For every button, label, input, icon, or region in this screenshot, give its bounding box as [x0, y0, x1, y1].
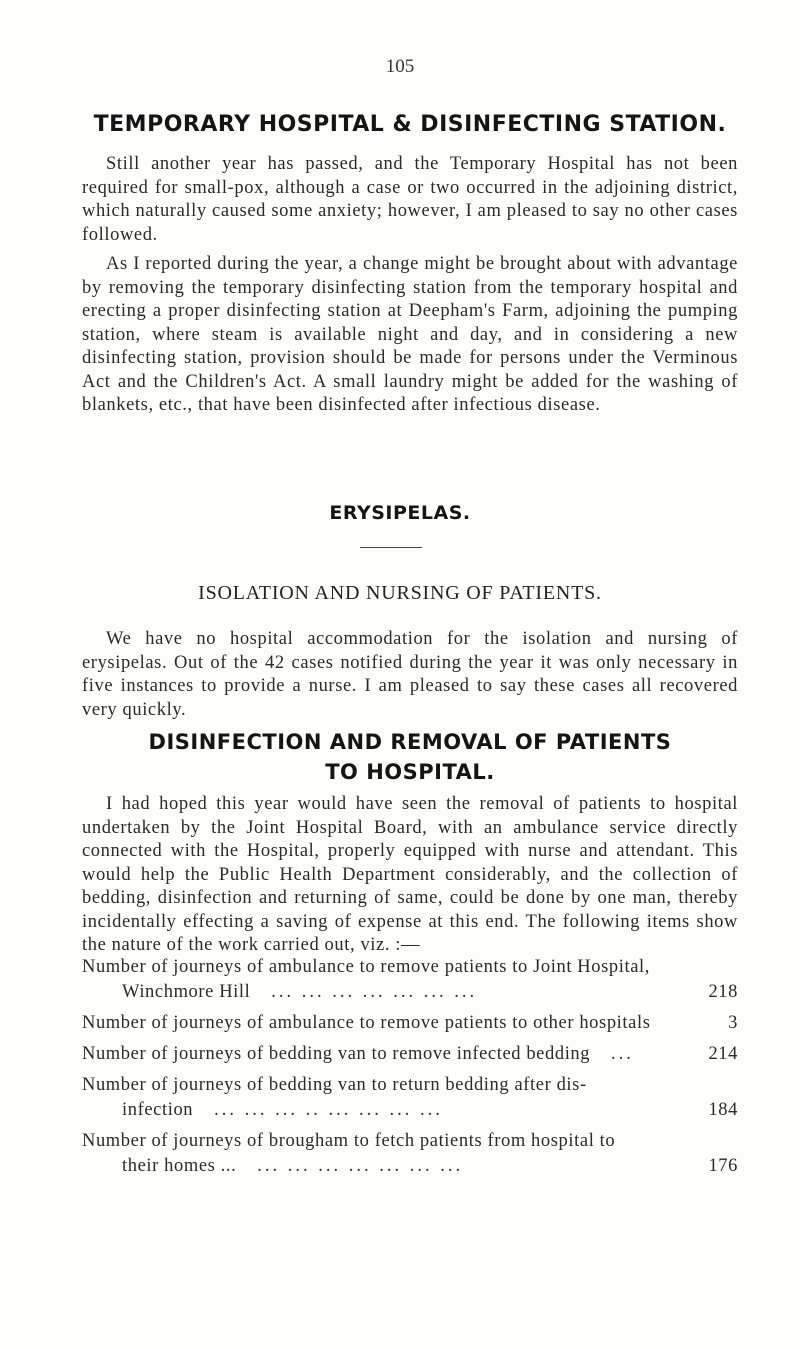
divider-rule — [360, 547, 422, 548]
item-value: 176 — [708, 1156, 738, 1176]
list-item — [82, 1011, 738, 1036]
section-heading-erysipelas: ERYSIPELAS. — [329, 502, 471, 524]
list-item — [82, 1129, 738, 1179]
paragraph-disinfecting-station: As I reported during the year, a change might be brought about with advantage by removing the temporary disinfecting station from the temporary hospital and erecting a proper disinfecting station at Deepham's Farm, adjoining the pumping station, where steam is available night and day, and in considering a new disinfecting station, provision should be made for persons under the Verminous Act and the Children's Act. A small laundry might be added for the washing of blankets, etc., that have been disinfected after infectious disease. — [82, 254, 738, 415]
item-text: Number of journeys of brougham to fetch patients from hospital to — [82, 1131, 616, 1151]
page-number: 105 — [385, 56, 415, 77]
paragraph-temporary-hospital: Still another year has passed, and the Temporary Hospital has not been required for small-pox, although a case or two occurred in the adjoining district, which naturally caused some anxiety; however, I am pleased to say no other cases followed. — [82, 154, 738, 245]
item-value: 3 — [728, 1013, 738, 1033]
item-value: 184 — [708, 1100, 738, 1120]
list-item — [82, 1042, 738, 1067]
subheading-isolation-nursing: ISOLATION AND NURSING OF PATIENTS. — [198, 582, 602, 604]
heading-line-1: DISINFECTION AND REMOVAL OF PATIENTS — [148, 730, 672, 754]
leader-dots: ... — [611, 1044, 634, 1064]
item-text-continued: Winchmore Hill ... ... ... ... ... ... ... — [122, 982, 478, 1002]
item-text-continued: their homes ... ... ... ... ... ... ... ... — [122, 1156, 464, 1176]
journey-statistics-list — [82, 955, 738, 1185]
leader-dots: ... ... ... .. ... ... ... ... — [214, 1100, 443, 1120]
section-heading-disinfection-removal — [70, 727, 750, 787]
list-item — [82, 1073, 738, 1123]
item-text: Number of journeys of bedding van to remove infected bedding ... — [82, 1044, 634, 1064]
item-text: Number of journeys of ambulance to remove patients to other hospitals — [82, 1013, 651, 1033]
leader-dots: ... ... ... ... ... ... ... — [257, 1156, 464, 1176]
item-value: 218 — [708, 982, 738, 1002]
paragraph-disinfection-removal: I had hoped this year would have seen the removal of patients to hospital undertaken by the Joint Hospital Board, with an ambulance service directly connected with the Hospital, properly equipped with nurse and attendant. This would help the Public Health Department considerably, and the collection of bedding, disinfection and returning of same, could be done by one man, thereby incidentally effecting a saving of expense at this end. The following items show the nature of the work carried out, viz. :— — [82, 794, 738, 955]
leader-dots: ... ... ... ... ... ... ... — [271, 982, 478, 1002]
heading-line-2: TO HOSPITAL. — [325, 760, 495, 784]
item-text: Number of journeys of ambulance to remove patients to Joint Hospital, — [82, 957, 651, 977]
section-heading-temporary-hospital: TEMPORARY HOSPITAL & DISINFECTING STATION. — [93, 112, 727, 137]
item-value: 214 — [708, 1044, 738, 1064]
paragraph-erysipelas: We have no hospital accommodation for the isolation and nursing of erysipelas. Out of the 42 cases notified during the year it was only necessary in five instances to provide a nurse. I am pleased to say these cases all recovered very quickly. — [82, 629, 738, 720]
item-text-continued: infection ... ... ... .. ... ... ... ... — [122, 1100, 443, 1120]
item-text: Number of journeys of bedding van to return bedding after dis- — [82, 1075, 587, 1095]
list-item — [82, 955, 738, 1005]
